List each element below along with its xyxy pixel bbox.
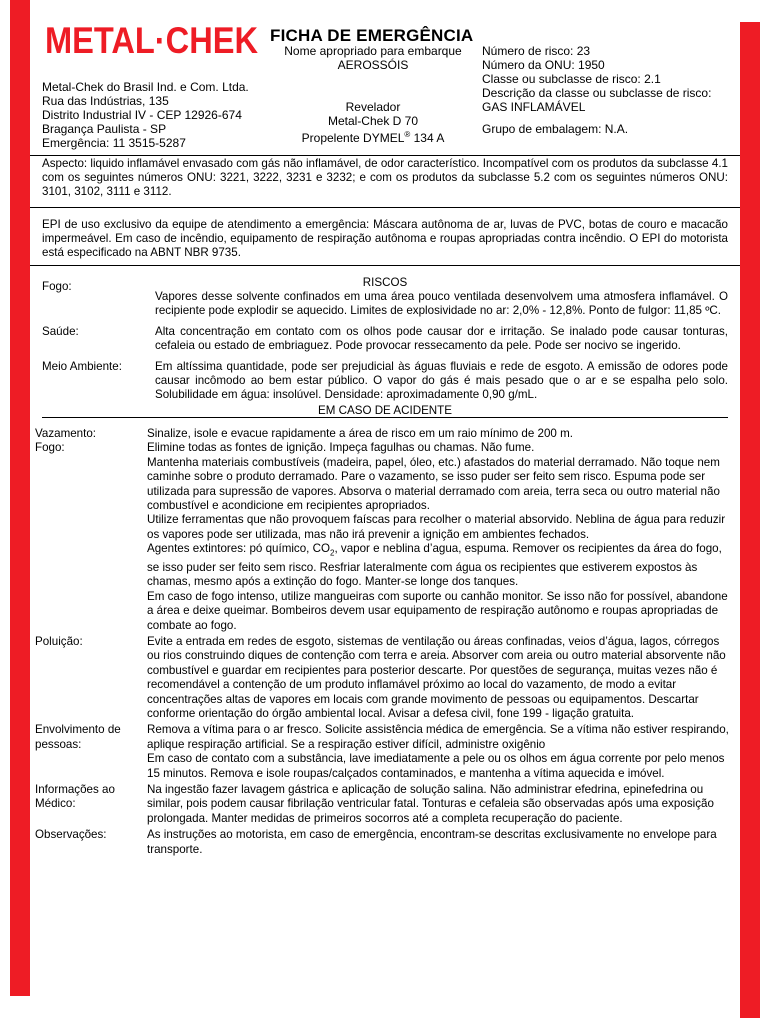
subscript: 2: [330, 548, 335, 558]
product-block: [270, 44, 476, 145]
accident-text: Em caso de contato com a substância, lave imediatamente a pele ou os olhos em água corrente por pelo menos 15 minutos. Remova e isole roupas/calçados contaminados, e mantenha a vítima aquecida e imóvel.: [147, 752, 725, 780]
sheet-title: FICHA DE EMERGÊNCIA: [270, 26, 474, 45]
accident-row: [30, 723, 740, 781]
risk-row: [30, 360, 740, 402]
accident-label: Poluição:: [35, 635, 83, 648]
accident-row: [30, 635, 740, 721]
company-line: Metal-Chek do Brasil Ind. e Com. Ltda.: [42, 80, 249, 94]
product-name: Metal-Chek D 70: [327, 114, 419, 128]
classification-line: Número da ONU: 1950: [482, 58, 605, 72]
accident-text: , vapor e neblina d’agua, espuma. Remover os recipientes da área do fogo, se isso puder ser feito sem risco. Resfriar lateralmente com água os recipientes que estiverem expostos às chamas, mesmo após a extinção do fogo. Manter-se longe dos tanques.: [147, 542, 722, 589]
accident-row: [30, 427, 740, 441]
accident-label: [35, 723, 147, 781]
accident-heading: EM CASO DE ACIDENTE: [318, 404, 452, 417]
risk-label: Meio Ambiente:: [42, 360, 122, 373]
classification-line: Número de risco: 23: [482, 44, 591, 58]
accident-section: [30, 427, 740, 857]
accident-label: [35, 783, 147, 826]
logo-text: METAL·CHEK: [45, 20, 259, 61]
risk-text: Alta concentração em contato com os olhos pode causar dor e irritação. Se inalado pode causar tonturas, cefaleia ou estado de embriaguez. Pode provocar ressecamento da pele. Pode ser nocivo se ingerido.: [155, 325, 728, 352]
company-line: Bragança Paulista - SP: [42, 122, 167, 136]
accident-text: Em caso de fogo intenso, utilize mangueiras com suporte ou canhão monitor. Se isso não for possível, abandone a área e deixe queimar. Bombeiros devem usar equipamento de respiração autônomo e roupas apropriadas de combate ao fogo.: [147, 589, 728, 632]
accident-row: [30, 783, 740, 826]
aspect-paragraph: Aspecto: liquido inflamável envasado com gás não inflamável, de odor característico. Incompatível com os produtos da subclasse 4.1 com os seguintes números ONU: 3221, 3222, 3231 e 3232; e com os produtos da subclasse 5.2 com os seguintes números ONU: 3101, 3102, 3111 e 3112.: [42, 157, 728, 198]
accident-label: Vazamento:: [35, 427, 97, 440]
right-red-border: [740, 22, 760, 1018]
divider: [42, 417, 728, 418]
company-line: Rua das Indústrias, 135: [42, 94, 169, 108]
packing-group: Grupo de embalagem: N.A.: [482, 122, 629, 136]
product-label: Revelador: [345, 100, 401, 114]
label-line: pessoas:: [35, 737, 82, 751]
propellant: [270, 128, 476, 145]
accident-label: Observações:: [35, 828, 107, 842]
accident-text: Sinalize, isole e evacue rapidamente a área de risco em um raio mínimo de 200 m.: [147, 427, 573, 440]
sheet-header: [30, 22, 740, 155]
risks-heading: RISCOS: [362, 276, 408, 289]
company-info: [42, 80, 249, 150]
risk-label: Saúde:: [42, 325, 79, 338]
accident-row: [30, 828, 740, 857]
label-line: Médico:: [35, 797, 76, 811]
ppe-paragraph: EPI de uso exclusivo da equipe de atendimento a emergência: Máscara autônoma de ar, luvas de PVC, botas de couro e macacão impermeável. Em caso de incêndio, equipamento de respiração autônoma e roupas apropriadas contra incêndio. O EPI do motorista está especificado na ABNT NBR 9735.: [42, 218, 728, 259]
classification-line: Descrição da classe ou subclasse de risco:: [482, 86, 712, 100]
label-line: Informações ao: [35, 783, 115, 797]
emergency-sheet: [30, 22, 740, 857]
registered-mark: ®: [404, 130, 411, 139]
accident-text: Mantenha materiais combustíveis (madeira, papel, óleo, etc.) afastados do material derramado. Não toque nem caminhe sobre o produto derramado. Pare o vazamento, se isso puder ser feito sem risco. Espuma pode ser utilizada para supressão de vapores. Absorva o material derramado com areia, terra seca ou outro material não combustível e acondicione em recipientes apropriados.: [147, 455, 720, 513]
accident-text: As instruções ao motorista, em caso de emergência, encontram-se descritas exclusivamente no envelope para transporte.: [147, 828, 717, 856]
risk-label: Fogo:: [42, 280, 72, 293]
classification-line: Classe ou subclasse de risco: 2.1: [482, 72, 661, 86]
accident-text: Agentes extintores: pó químico, CO: [147, 542, 331, 556]
company-line: Distrito Industrial IV - CEP 12926-674: [42, 108, 242, 122]
propellant-suffix: 134 A: [410, 131, 445, 145]
extinguishing-agents: [147, 542, 734, 590]
accident-row: [30, 441, 740, 633]
accident-text: Evite a entrada em redes de esgoto, sistemas de ventilação ou áreas confinadas, veios d’água, lagos, córregos ou rios construindo diques de contenção com terra e areia. Absorver com areia ou outro material absorvente não combustível e guardar em recipientes para posterior descarte. Por questões de segurança, muitas vezes não é recomendável a contenção de um produto inflamável próximo ao local do vazamento, de modo a evitar concentrações altas de vapores em locais com grande movimento de pessoas ou equipamentos. Descartar conforme orientação do órgão ambiental local. Avisar a defesa civil, fone 199 - ligação gratuita.: [147, 635, 726, 721]
risk-text: Vapores desse solvente confinados em uma área pouco ventilada desenvolvem uma atmosfera inflamável. O recipiente pode explodir se aquecido. Limites de explosividade no ar: 2,0% - 12,8%. Ponto de fulgor: 11,85 ºC.: [155, 290, 728, 317]
emergency-phone: Emergência: 11 3515-5287: [42, 136, 186, 150]
accident-text: Na ingestão fazer lavagem gástrica e aplicação de solução salina. Não administrar efedrina, epinefedrina ou similar, pois podem causar fibrilação ventricular fatal. Tonturas e cefaleia são observadas após uma exposição prolongada. Manter medidas de primeiros socorros até a completa recuperação do paciente.: [147, 783, 714, 825]
accident-text: Remova a vítima para o ar fresco. Solicite assistência médica de emergência. Se a vítima não estiver respirando, aplique respiração artificial. Se a respiração estiver difícil, administre oxigênio: [147, 723, 729, 751]
risk-text: Em altíssima quantidade, pode ser prejudicial às águas fluviais e rede de esgoto. A emissão de odores pode causar incômodo ao bem estar público. O vapor do gás é mais pesado que o ar e se espalha pelo solo. Solubilidade em água: insolúvel. Densidade: aproximadamente 0,90 g/mL.: [155, 360, 728, 401]
label-line: Envolvimento de: [35, 723, 121, 737]
classification-line: GAS INFLAMÁVEL: [482, 100, 586, 114]
metal-chek-logo: [45, 20, 260, 61]
shipping-label: Nome apropriado para embarque: [284, 44, 462, 58]
left-red-border: [10, 0, 30, 996]
risk-classification: [482, 44, 711, 136]
propellant-name: Propelente DYMEL: [301, 131, 405, 145]
shipping-name: AEROSSÓIS: [337, 58, 409, 72]
risk-row: [30, 325, 740, 353]
accident-label: Fogo:: [35, 441, 65, 455]
accident-text: Utilize ferramentas que não provoquem faíscas para recolher o material absorvido. Neblina de água para reduzir os vapores pode ser utilizada, mas não irá prevenir a ignição em ambientes fechados.: [147, 513, 726, 541]
accident-text: Elimine todas as fontes de ignição. Impeça fagulhas ou chamas. Não fume.: [147, 441, 535, 455]
